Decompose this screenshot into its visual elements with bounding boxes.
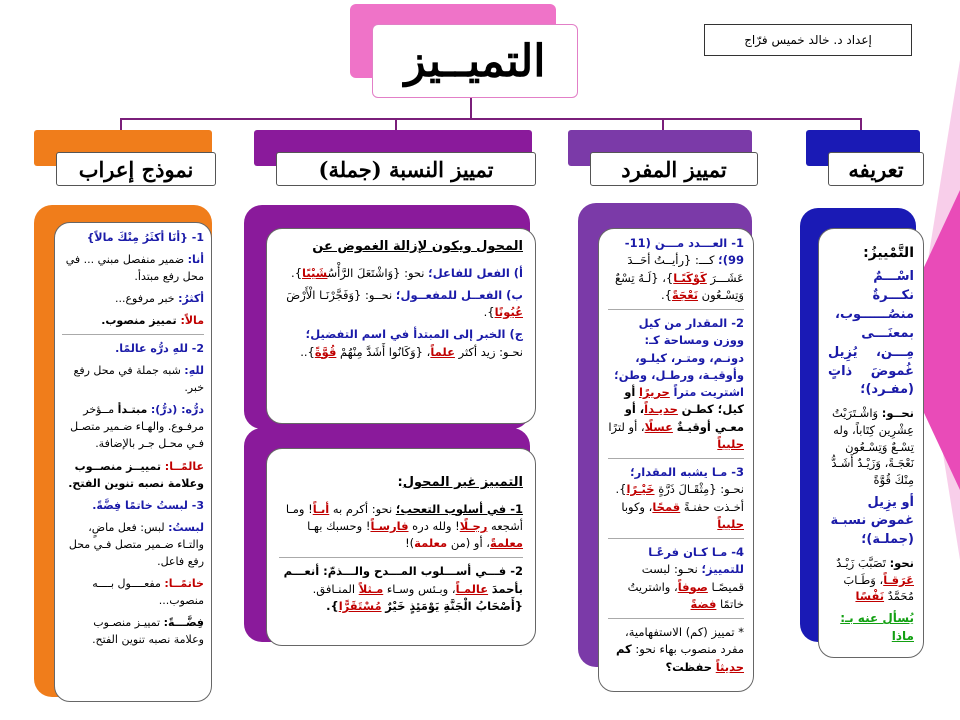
definition-ex1-label: نحــو: [881,406,914,421]
parsing-text-6: تمييــز منصــوب وعلامة نصبه تنوين الفتح. [68,459,204,490]
single-end-1: }. [660,287,672,302]
nonconverted-d-2: }. [326,598,339,613]
relation-line-b [279,287,523,322]
definition-body: اسْـــمٌ نكـــرةٌ منصُــــــوب، بمعنَـــى مِـــن، يُزِيل غُموضَ ذاتٍ (مفـرد)؛ [828,269,914,398]
definition-question: يُسأل عنه بـ: ماذا [840,611,914,643]
definition-ex2-word-2: نَفْسًا [855,589,885,604]
nonconverted-w6: عالمـاً [455,581,489,596]
single-word-8: قمحًا [652,499,681,514]
relation-mid-c: ، {وَكَانُوا أَشَدَّ مِنْهُمْ [340,344,431,359]
definition-ex2-word-1: عَرَقـاً [883,572,914,587]
relation-word-c2: قُوَّةً [314,344,337,359]
connector-bar [120,118,862,120]
parsing-example-1: 1- {أنَا أكثَرُ مِنْكَ مالاً} [86,231,204,244]
panel-parsing [54,222,212,702]
relation-word-b: عُيُونًا [494,305,523,319]
relation-nonconverted-heading-tail: : [397,475,403,490]
single-divider-1 [608,309,744,310]
author-credit: إعداد د. خالد خميس فرّاج [704,24,912,56]
relation-end-b: }. [483,305,495,319]
nonconverted-w8: مُسْتَقَرًّا [338,598,382,613]
single-word-11: فضةً [690,596,717,611]
relation-nonconverted-heading: التمييز غير المحول [402,475,523,490]
single-word-10: صوفاً [677,579,708,594]
single-c-5: حفظت؟ [665,659,713,674]
parsing-example-2: 2- للهِ درُّه عالمًا. [115,342,204,356]
single-word-6: حليباً [717,436,744,451]
single-b-3: }. أخـذت حفنـةً [615,482,744,514]
parsing-text-2: خبر مرفوع... [114,292,175,306]
parsing-line-3 [62,312,204,329]
parsing-text-8: مفعــــول بــــه منصوب... [92,576,204,607]
nonconverted-c-2: {أَصْحَابُ الْجَنَّةِ يَوْمَئِذٍ خَيْرٌ [385,598,523,613]
nonconverted-a-2: ، وبـئس وسـاء [386,581,456,596]
relation-word-a: شَيْبًا [302,265,328,280]
single-head-3: 3- مـا يشبه المقدار؛ [630,465,744,479]
nonconverted-a-1: نحو: أكرم به [332,501,393,516]
single-head-2: 2- المقدار من كيل ووزن ومساحة كـ: دونـم، ومتـر، كيلـو، وأوقيـة، ورطـل، وطن؛ اشتريت متراً [614,316,744,399]
single-line-3 [608,464,744,533]
nonconverted-b-1: ! ومـا أشجعه [285,501,523,533]
definition-body-2: أو يزِيل غموض نسبـة (جملـة)؛ [830,494,914,548]
single-c-3: ، وكوبا [621,499,653,514]
relation-text-c: نحـو: زيد أكثر [458,344,523,359]
definition-ex2-a: تَصَبَّبَ زَيْـدٌ [836,556,886,571]
parsing-label-5: درُّه: (درُّ): [150,403,204,417]
single-word-2: نَعْجَةً [671,287,699,302]
nonconverted-w2: رجـلًا [459,518,488,533]
nonconverted-divider [279,557,523,558]
parsing-divider-1 [62,334,204,335]
single-b-4: ، واشتريتُ خاتمًا [627,579,744,611]
single-mid-1: }، {لَـهُ تِسْعٌ وَتِسْـعُون [614,270,744,302]
single-divider-3 [608,538,744,539]
single-word-4: حديـداً [644,402,678,417]
panel-relation-nonconverted [266,448,536,646]
single-line-4 [608,544,744,613]
single-c-2: ، أو معـي أوقيـةٌ [624,402,744,434]
nonconverted-w5: معلمة [414,536,448,550]
nonconverted-head-1: 1- في أسلوب التعجب؛ [395,501,523,516]
definition-term: التَّمْييزُ: [863,245,914,261]
connector-trunk [470,98,472,120]
single-line-5 [608,624,744,676]
single-word-5: عسلًا [644,419,673,434]
nonconverted-c-1: ! ولله دره [412,518,460,533]
single-a-3: نحـو: {مِثْقَـالَ ذَرَّةٍ [658,482,744,497]
definition-ex1-text: وَاشْـتَرَيْتُ عِشْرِين كِتَاباً، وله تِسْـعٌ وَتِسْـعُون نَعْجَـةً، وَزَيْـدٌ أَشَـدُّ مِنْكَ قُوَّةً [831,406,914,487]
parsing-label-8: خاتمًــا: [164,576,204,590]
parsing-line-2 [62,290,204,307]
relation-line-a [279,265,523,282]
single-word-12: حديثاً [715,659,744,674]
parsing-line-8 [62,575,204,609]
single-word-9: حليباً [717,516,744,531]
definition-example-1 [828,405,914,488]
relation-label-a: أ) الفعل للفاعل؛ [428,265,523,280]
single-a-5: * تمييز (كم) الاستفهامية، مفرد منصوب بهاء نحو: [625,625,744,657]
single-a-4: نحـو: لبست قميصًـا [641,562,744,594]
panel-single [598,228,754,692]
relation-end-c: }.. [300,344,315,359]
nonconverted-line-1 [279,501,523,553]
single-b-2: أو كيل؛ كطـن [624,385,744,417]
single-word-3: حريرًا [638,385,670,399]
definition-example-2 [828,555,914,605]
parsing-text-1: ضمير منفصل مبني ... في محل رفع مبتدأ. [65,253,204,284]
relation-label-c: ج) الخبر إلى المبتدأ في اسم التفضيل؛ [305,327,523,342]
parsing-line-5 [62,401,204,452]
single-d-2: ، أو لترًا [608,419,645,434]
single-word-7: خَيْـرًا [626,482,655,497]
parsing-line-1 [62,251,204,285]
header-definition: تعريفه [828,152,924,186]
parsing-label-1: أنا: [187,253,204,267]
single-line-1 [608,235,744,304]
nonconverted-w4: معلمةً [490,536,523,550]
nonconverted-head-2: 2- فـــي أســـلوب المـــدح والـــذمّ: أنعـــم بأحمدَ [283,564,523,596]
nonconverted-b-2: المنـافق. [312,581,356,596]
nonconverted-e-1: ، أو (من [450,536,490,550]
single-line-2 [608,315,744,453]
page-title: التميــيز [372,24,578,98]
relation-converted-heading: المحول ويكون لإزالة الغموض عن [312,239,523,254]
nonconverted-line-2 [279,563,523,615]
relation-word-c1: علماً [430,344,455,359]
parsing-text-9: تمييـز منصـوب وعلامة نصبه تنوين الفتح. [92,615,204,646]
parsing-bold-5: مبتـدأ [117,403,148,417]
single-divider-4 [608,618,744,619]
nonconverted-w3: فارسـاً [370,518,409,533]
parsing-label-9: فِضَّـــةً: [163,615,204,629]
nonconverted-w7: مـثلاً [358,581,384,596]
parsing-text-3: تمييز منصوب. [101,314,177,328]
parsing-line-7 [62,519,204,570]
parsing-text-7: لبس: فعل ماضٍ، والتـاء ضـمير متصل فـي محل رفع فاعل. [68,520,204,568]
relation-text-a: نحو: {وَاشْتَعَلَ الرَّأْسُ [327,265,425,280]
header-parsing: نموذج إعراب [56,152,216,186]
parsing-label-3: مالاً: [180,314,204,328]
parsing-example-3: 3- لبستُ خاتمًا فِضَّةً. [92,498,204,512]
panel-relation-converted [266,228,536,424]
parsing-line-9 [62,614,204,648]
definition-ex2-b: ، وَطَـابَ مُحَمَّدٌ [843,572,914,604]
relation-text-b: نحــو: {وَفَجَّرْنَـا الْأَرْضَ [286,287,393,302]
relation-nonconverted-heading-line [279,473,523,493]
parsing-line-6 [62,458,204,492]
single-head-1: 1- العـــدد مـــن (11-99)؛ [624,236,744,268]
panel-definition [818,228,924,658]
parsing-label-6: عالمًــا: [164,459,204,473]
nonconverted-f-1: )! [405,536,415,550]
single-word-1: كَوْكَبًـا [673,270,707,285]
relation-line-c [279,326,523,361]
parsing-text-5: مــؤخر مرفـوع. والهـاء ضـمير متصـل فـي محـل جـر بالإضافة. [70,403,204,451]
single-b-5: كم [615,642,632,657]
parsing-label-7: لبستُ: [168,520,204,534]
nonconverted-d-1: ! وحسبك بهـا [307,518,371,533]
parsing-text-4: شبه جملة في محل رفع خبر. [73,364,204,395]
relation-end-a: }. [291,265,303,280]
definition-ex2-label: نحو: [889,556,914,571]
single-head-4: 4- مـا كـان فرعًـا للتمييز؛ [648,545,744,577]
single-text-1: كـــ: {رأيــتُ أحَــدَ عَشَـــرَ [627,253,744,285]
parsing-label-4: للهِ: [184,364,204,378]
header-relation: تمييز النسبة (جملة) [276,152,536,186]
parsing-line-4 [62,362,204,396]
parsing-label-2: أكثرُ: [178,292,204,306]
header-single: تمييز المفرد [590,152,758,186]
relation-label-b: ب) الفعــل للمفعــول؛ [395,287,523,302]
nonconverted-w1: أبـاً [312,501,330,516]
single-divider-2 [608,458,744,459]
